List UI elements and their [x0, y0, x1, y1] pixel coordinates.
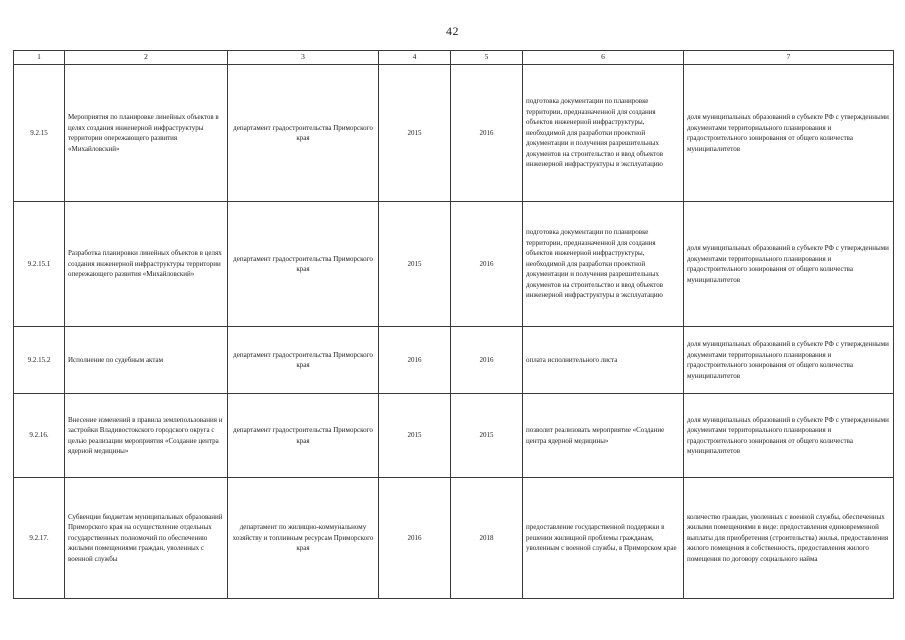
end-year: 2016 [451, 202, 523, 327]
indicator: доля муниципальных образований в субъекте РФ с утвержденными документами территориального планирования и градостроительного зонирования от общего количества муниципалитетов [684, 202, 894, 327]
responsible-executor: департамент градостроительства Приморского края [228, 394, 379, 478]
column-header: 2 [65, 51, 228, 65]
expected-result: позволит реализовать мероприятие «Создание центра ядерной медицины» [523, 394, 684, 478]
start-year: 2015 [379, 202, 451, 327]
table-row [14, 327, 894, 394]
end-year: 2016 [451, 327, 523, 394]
column-header: 5 [451, 51, 523, 65]
item-number: 9.2.15 [14, 65, 65, 202]
page-number: 42 [446, 24, 459, 38]
end-year: 2016 [451, 65, 523, 202]
indicator: доля муниципальных образований в субъекте РФ с утвержденными документами территориального планирования и градостроительного зонирования от общего количества муниципалитетов [684, 394, 894, 478]
table-row [14, 478, 894, 599]
measure-name: Внесение изменений в правила землепользования и застройки Владивостокского городского округа с целью реализации мероприятия «Создание центра ядерной медицины» [65, 394, 228, 478]
responsible-executor: департамент градостроительства Приморского края [228, 327, 379, 394]
item-number: 9.2.15.1 [14, 202, 65, 327]
expected-result: предоставление государственной поддержки в решении жилищной проблемы гражданам, уволенным с военной службы, в Приморском крае [523, 478, 684, 599]
end-year: 2018 [451, 478, 523, 599]
table-row [14, 202, 894, 327]
responsible-executor: департамент по жилищно-коммунальному хозяйству и топливным ресурсам Приморского края [228, 478, 379, 599]
item-number: 9.2.15.2 [14, 327, 65, 394]
column-header: 7 [684, 51, 894, 65]
measure-name: Разработка планировки линейных объектов в целях создания инженерной инфраструктуры территории опережающего развития «Михайловский» [65, 202, 228, 327]
indicator: количество граждан, уволенных с военной службы, обеспеченных жилыми помещениями в виде: предоставления единовременной выплаты для приобретения (строительства) жилья, предоставления жилого помещения в собственность, предоставления жилого помещения по договору социального найма [684, 478, 894, 599]
measure-name: Субвенции бюджетам муниципальных образований Приморского края на осуществление отдельных государственных полномочий по обеспечению жилыми помещениями граждан, уволенных с военной службы [65, 478, 228, 599]
start-year: 2015 [379, 394, 451, 478]
column-header: 3 [228, 51, 379, 65]
indicator: доля муниципальных образований в субъекте РФ с утвержденными документами территориального планирования и градостроительного зонирования от общего количества муниципалитетов [684, 65, 894, 202]
item-number: 9.2.16. [14, 394, 65, 478]
start-year: 2016 [379, 478, 451, 599]
start-year: 2016 [379, 327, 451, 394]
column-header: 6 [523, 51, 684, 65]
start-year: 2015 [379, 65, 451, 202]
column-header: 4 [379, 51, 451, 65]
measures-table [13, 50, 894, 599]
column-number-row [14, 51, 894, 65]
expected-result: подготовка документации по планировке территории, предназначенной для создания объектов инженерной инфраструктуры, необходимой для разработки проектной документации и получения разрешительных документов на строительство и ввод объектов инженерной инфраструктуры в эксплуатацию [523, 202, 684, 327]
expected-result: подготовка документации по планировке территории, предназначенной для создания объектов инженерной инфраструктуры, необходимой для разработки проектной документации и получения разрешительных документов на строительство и ввод объектов инженерной инфраструктуры в эксплуатацию [523, 65, 684, 202]
responsible-executor: департамент градостроительства Приморского края [228, 202, 379, 327]
column-header: 1 [14, 51, 65, 65]
indicator: доля муниципальных образований в субъекте РФ с утвержденными документами территориального планирования и градостроительного зонирования от общего количества муниципалитетов [684, 327, 894, 394]
table-row [14, 394, 894, 478]
end-year: 2015 [451, 394, 523, 478]
measure-name: Мероприятия по планировке линейных объектов в целях создания инженерной инфраструктуры территории опережающего развития «Михайловский» [65, 65, 228, 202]
expected-result: оплата исполнительного листа [523, 327, 684, 394]
measure-name: Исполнение по судебным актам [65, 327, 228, 394]
item-number: 9.2.17. [14, 478, 65, 599]
responsible-executor: департамент градостроительства Приморского края [228, 65, 379, 202]
table-row [14, 65, 894, 202]
